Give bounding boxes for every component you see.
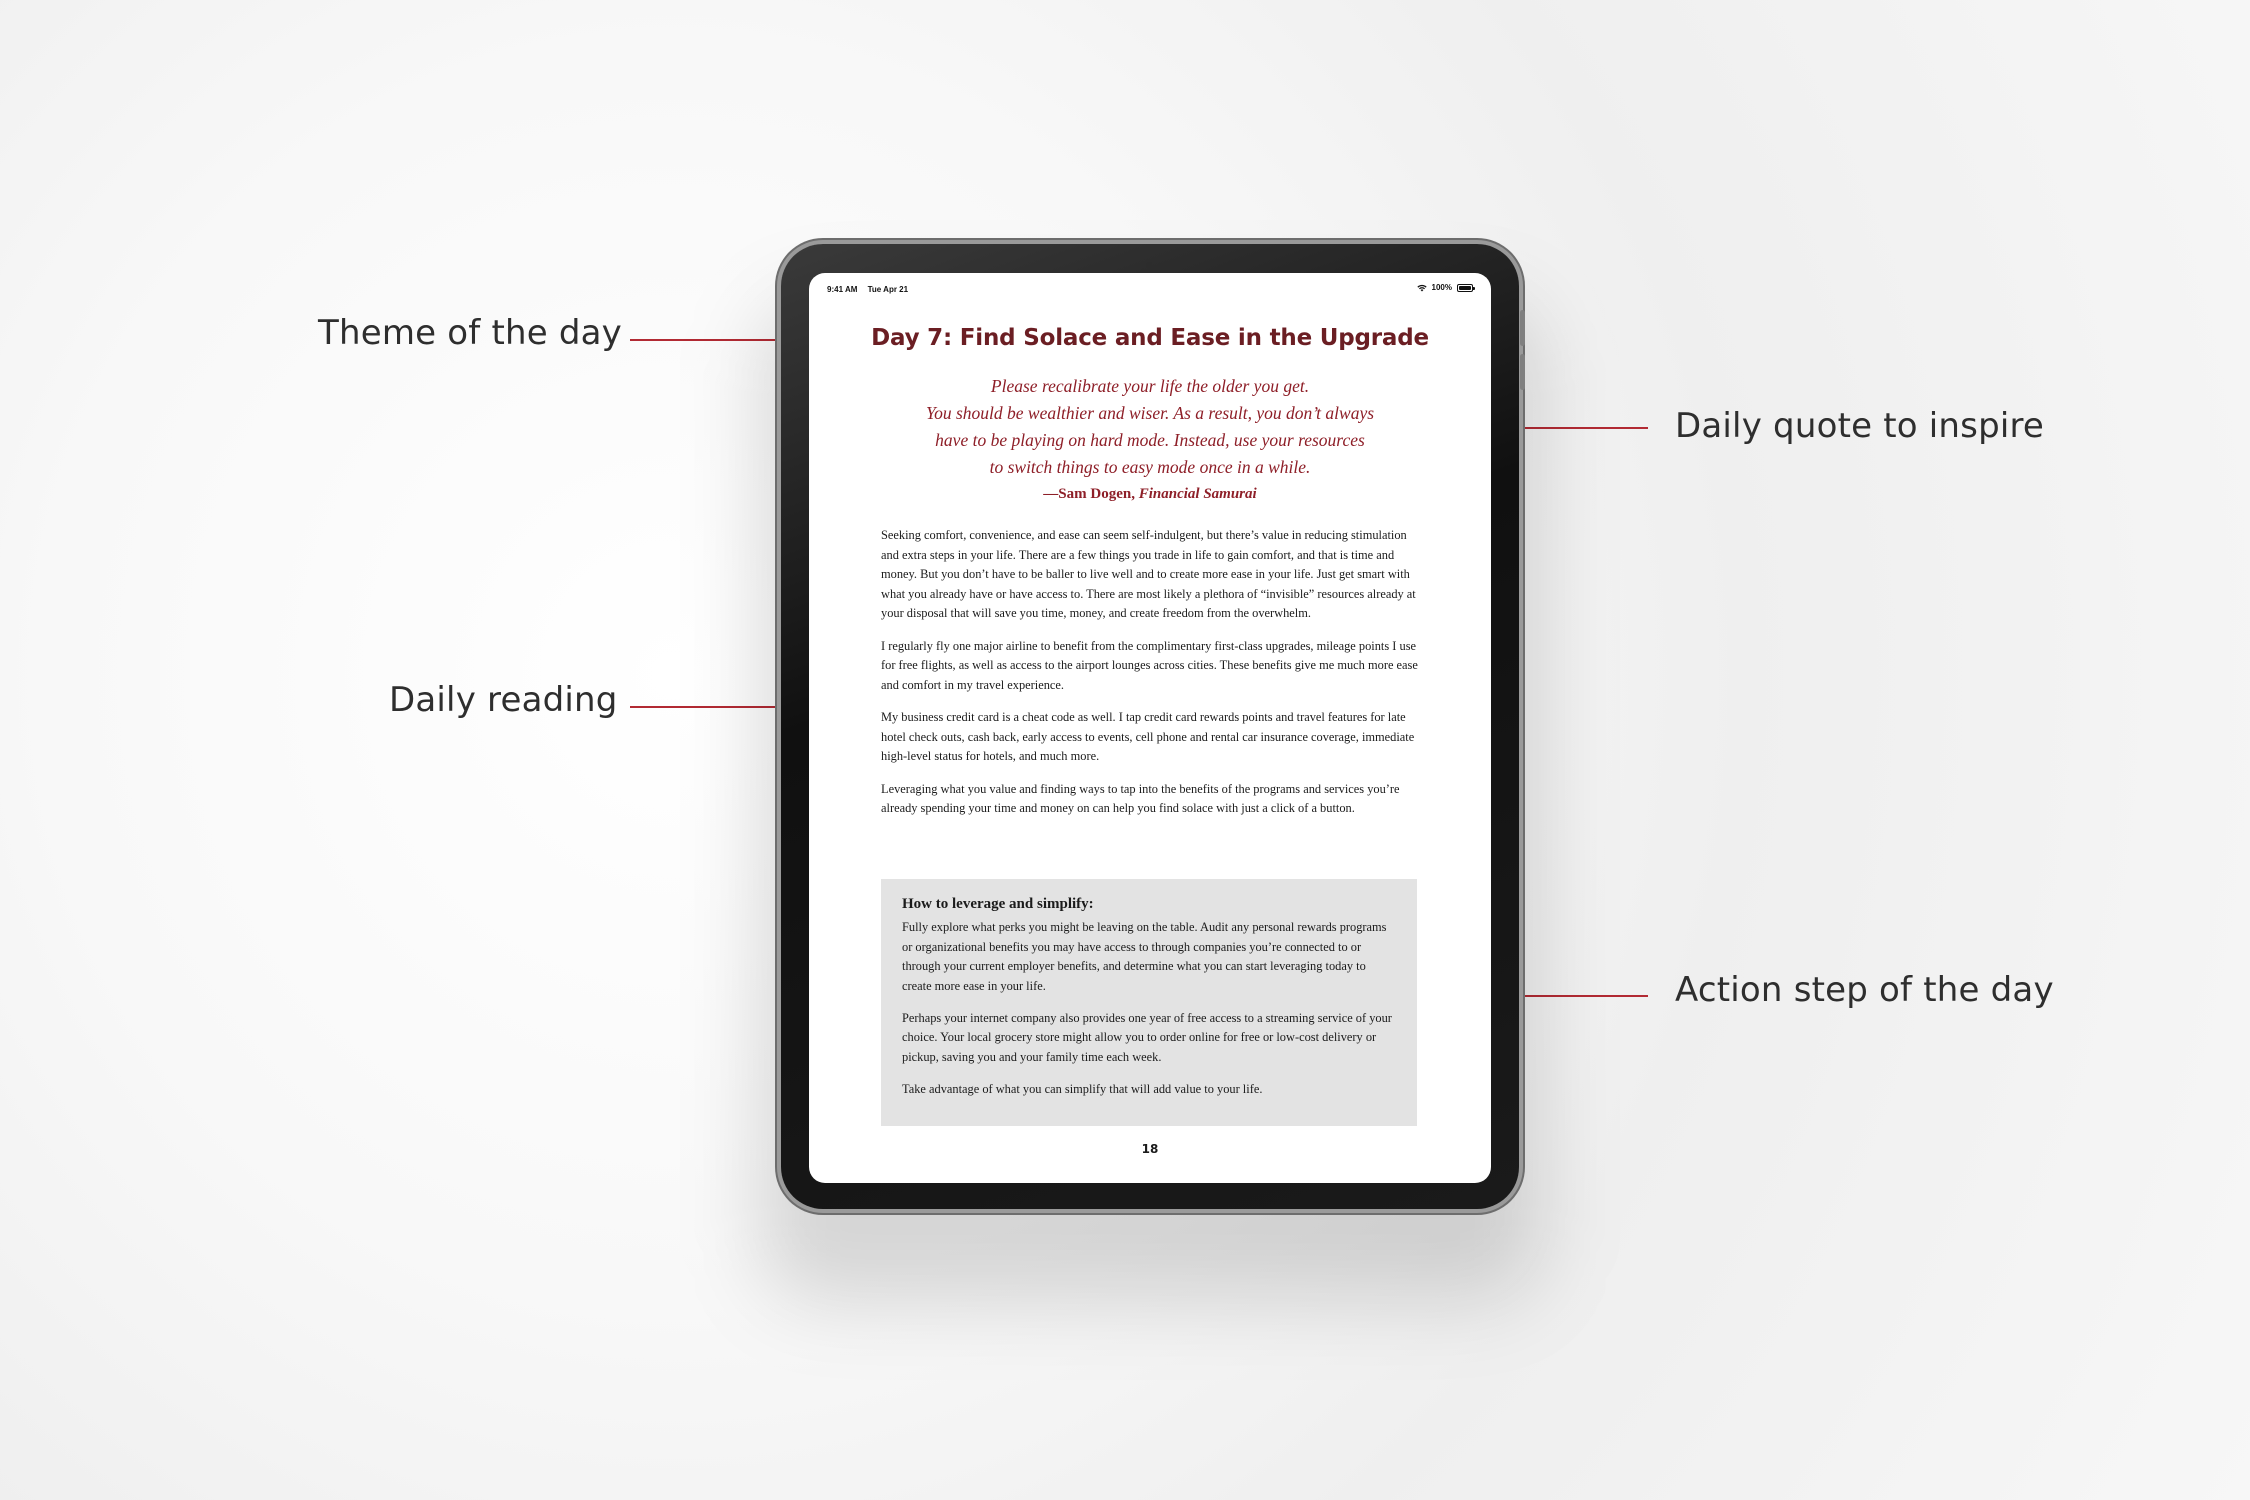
reading-paragraph: Leveraging what you value and finding ways to tap into the benefits of the programs and services you’re already spending your time and money on can help you find solace with just a click of a button. <box>881 781 1400 815</box>
tablet-screen <box>809 273 1491 1183</box>
volume-up-button <box>1520 310 1525 346</box>
quote-author: —Sam Dogen, <box>1043 486 1135 502</box>
action-step-box <box>881 879 1417 1126</box>
reading-paragraph: Seeking comfort, convenience, and ease can seem self-indulgent, but there’s value in reducing stimulation and extra steps in your life. There are a few things you trade in life to gain comfort, and that is time and money. But you don’t have to be baller to live well and to create more ease in your life. Just get smart with what you already have or have access to. There are most likely a plethora of “invisible” resources already at your disposal that will save you time, money, and create freedom from the overwhelm. <box>881 528 1416 620</box>
reading-paragraph: My business credit card is a cheat code as well. I tap credit card rewards points and travel features for late hotel check outs, cash back, early access to events, cell phone and rental car insurance coverage, immediate high-level status for hotels, and much more. <box>881 710 1415 763</box>
action-step-paragraph: Take advantage of what you can simplify that will add value to your life. <box>902 1082 1263 1097</box>
quote-attribution <box>869 481 1431 508</box>
battery-icon <box>1457 284 1473 292</box>
callout-theme-label: Theme of the day <box>318 313 623 353</box>
status-indicators <box>1417 283 1473 292</box>
status-time: 9:41 AM <box>827 285 858 294</box>
battery-percent: 100% <box>1431 283 1452 292</box>
callout-quote-label: Daily quote to inspire <box>1675 406 2045 446</box>
callout-reading-label: Daily reading <box>389 680 618 720</box>
quote-line: Please recalibrate your life the older you get. <box>990 376 1310 396</box>
quote-source: Financial Samurai <box>1138 486 1257 502</box>
volume-down-button <box>1520 354 1525 390</box>
status-time-date <box>827 285 916 294</box>
daily-quote <box>869 373 1431 508</box>
action-step-paragraph: Perhaps your internet company also provides one year of free access to a streaming service of your choice. Your local grocery store might allow you to order online for free or low-cost delivery or pickup, saving you and your family time each week. <box>902 1011 1392 1064</box>
action-step-title: How to leverage and simplify: <box>902 896 1094 912</box>
reading-paragraph: I regularly fly one major airline to benefit from the complimentary first-class upgrades, mileage points I use for free flights, as well as access to the airport lounges across cities. These benefits give me much more ease and comfort in my travel experience. <box>881 638 1418 692</box>
quote-line: have to be playing on hard mode. Instead, use your resources <box>935 430 1365 450</box>
status-date: Tue Apr 21 <box>867 285 909 294</box>
quote-line: You should be wealthier and wiser. As a result, you don’t always <box>925 403 1375 423</box>
front-camera <box>1146 262 1152 268</box>
quote-line: to switch things to easy mode once in a while. <box>989 457 1311 477</box>
callout-action-label: Action step of the day <box>1675 970 2054 1010</box>
page-title: Day 7: Find Solace and Ease in the Upgrade <box>871 325 1429 351</box>
wifi-icon <box>1417 284 1427 292</box>
page-number: 18 <box>1141 1142 1159 1156</box>
status-bar <box>809 273 1491 295</box>
daily-reading <box>881 526 1421 832</box>
action-step-paragraph: Fully explore what perks you might be leaving on the table. Audit any personal rewards programs or organizational benefits you may have access to through companies you’re connected to or through your current employer benefits, and determine what you can start leveraging today to create more ease in your life. <box>902 920 1387 993</box>
